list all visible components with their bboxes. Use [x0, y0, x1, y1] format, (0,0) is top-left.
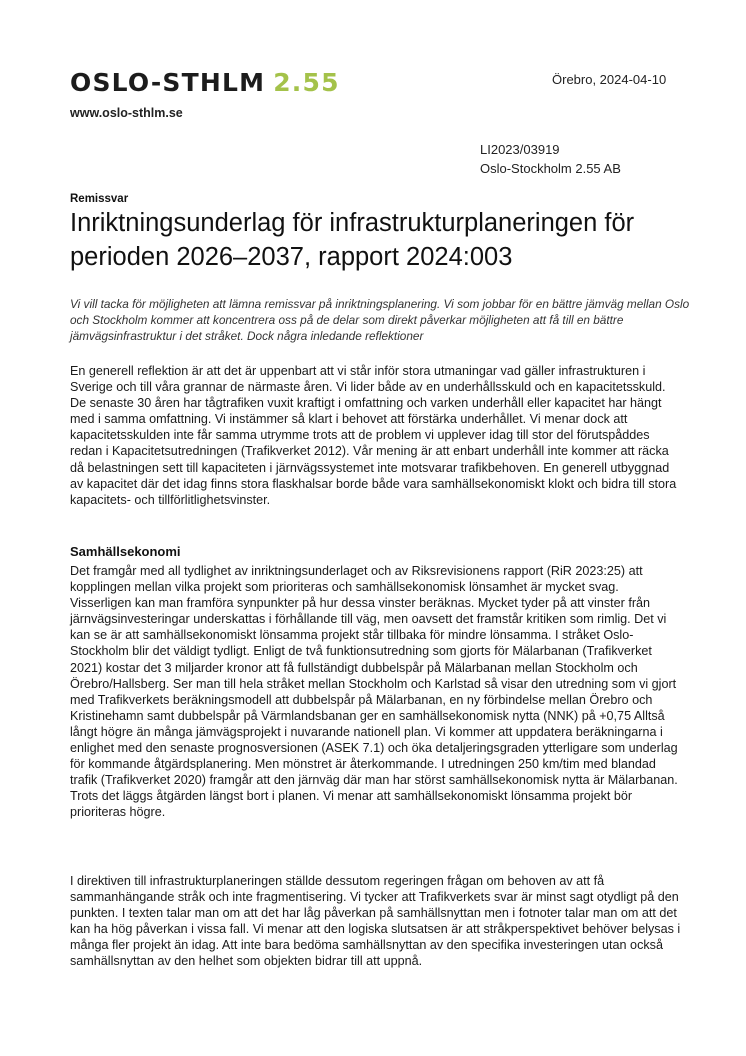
intro-lede: Vi vill tacka för möjligheten att lämna remissvar på inriktningsplanering. Vi som jobbar för en bättre jämväg mellan Oslo och Stockholm kommer att koncentrera oss på de delar som direkt påverkar möjligheten att få till en bättre jämvägsinfrastruktur i det stråket. Dock några inledande reflektioner: [70, 297, 690, 343]
paragraph-general-reflection: En generell reflektion är att det är uppenbart att vi står inför stora utmaningar vad gäller infrastrukturen i Sverige och till våra grannar de närmaste åren. Vi lider både av en underhållsskuld och en kapacitetsskuld. De senaste 30 åren har tågtrafiken vuxit kraftigt i omfattning och varken underhåll eller kapacitet har hängt med i samma omfattning. Vi instämmer så klart i behovet att förstärka underhållet. Vi menar dock att kapacitetsskulden inte får samma utrymme trots att de problem vi upplever idag till stor del förutspåddes redan i Kapacitetsutredningen (Trafikverket 2012). Vår mening är att enbart underhåll inte kommer att räcka då belastningen sett till kapaciteten i järnvägssystemet inte motsvarar trafikbehoven. En generell utbyggnad av kapacitet där det idag finns stora flaskhalsar borde både vara samhällsekonomiskt klokt och bidra till stora kapacitets- och tillförlitlighetsvinster.: [70, 364, 677, 507]
section-heading: Samhällsekonomi: [70, 544, 181, 559]
brand-logo: [70, 68, 340, 96]
logo-number: 2.55: [273, 67, 340, 97]
reference-block: [480, 140, 621, 178]
place-date: Örebro, 2024-04-10: [552, 72, 667, 87]
document-title: Inriktningsunderlag för infrastrukturplaneringen för perioden 2026–2037, rapport 2024:003: [70, 209, 635, 271]
organisation-name: Oslo-Stockholm 2.55 AB: [480, 161, 621, 176]
document-label: Remissvar: [70, 193, 129, 205]
reference-number: LI2023/03919: [480, 142, 560, 157]
website-link[interactable]: www.oslo-sthlm.se: [70, 106, 183, 120]
paragraph-directives: I direktiven till infrastrukturplaneringen ställde dessutom regeringen frågan om behoven av att få sammanhängande stråk och inte fragmentisering. Vi tycker att Trafikverkets svar är minst sagt otydligt på den punkten. I texten talar man om att det har låg påverkan på samhällsnyttan men i fotnoter talar man om att det kan ha hög påverkan i vissa fall. Vi menar att den logiska slutsatsen är att stråkperspektivet behöver belysas i många fler projekt än idag. Att inte bara bedöma samhällsnyttan av den specifika investeringen utan också samhällsnyttan av den helhet som objekten bidrar till att uppnå.: [70, 874, 681, 969]
paragraph-economics: Det framgår med all tydlighet av inriktningsunderlaget och av Riksrevisionens rapport (RiR 2023:25) att kopplingen mellan vilka projekt som prioriteras och samhällsekonomisk lönsamhet är mycket svag. Visserligen kan man framföra synpunkter på hur dessa vinster beräknas. Mycket tyder på att vinster från järnvägsinvesteringar underskattas i förhållande till väg, men oavsett det framstår kritiken som rimlig. Det vi kan se är att samhällsekonomiskt lönsamma projekt står tillbaka för mindre lönsamma. I stråket Oslo-Stockholm blir det väldigt tydligt. Enligt de två funktionsutredning som gjorts för Mälarbanan (Trafikverket 2021) kostar det 3 miljarder kronor att få fullständigt dubbelspår på Mälarbanan mellan Stockholm och Örebro/Hallsberg. Ser man till hela stråket mellan Stockholm och Karlstad så visar den utredning som vi gjort med Trafikverkets beräkningsmodell att dubbelspår på Mälarbanan, en ny förbindelse mellan Örebro och Kristinehamn samt dubbelspår på Värmlandsbanan ger en samhällsekonomisk nytta (NNK) på +0,75 Alltså långt högre än många jämvägsprojekt i nuvarande nationell plan. Vi kommer att uppdatera beräkningarna i enlighet med den senaste prognosversionen (ASEK 7.1) och öka detaljeringsgraden ytterligare som underlag för kommande åtgärdsplanering. Men mönstret är återkommande. I utredningen 250 km/tim med blandad trafik (Trafikverket 2020) framgår att den järnväg där man har störst samhällsekonomisk nytta är Mälarbanan. Trots det läggs åtgärden längst bort i planen. Vi menar att samhällsekonomiskt lönsamma projekt bör prioriteras högre.: [70, 564, 678, 820]
logo-wordmark: OSLO-STHLM: [70, 67, 266, 97]
